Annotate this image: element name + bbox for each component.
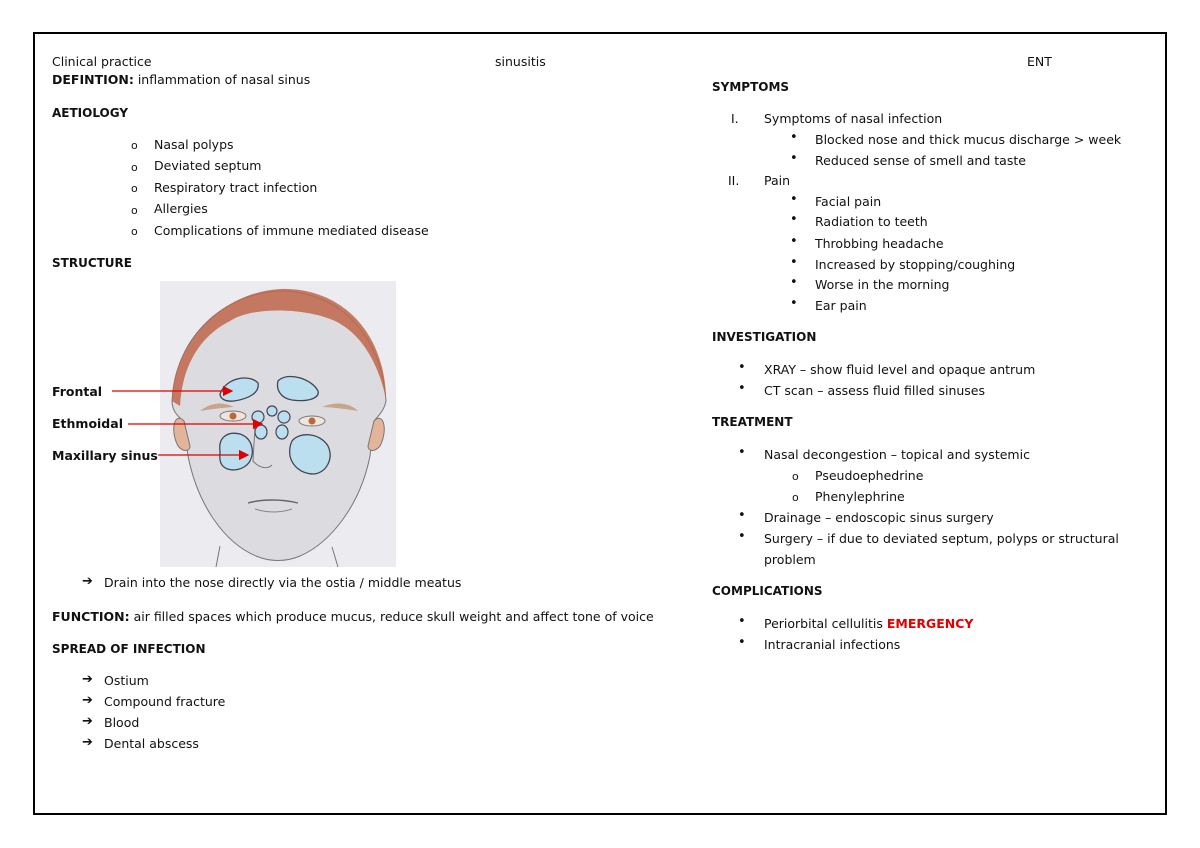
complication-text: Periorbital cellulitis	[764, 616, 887, 631]
list-marker: o	[792, 491, 799, 504]
list-item: Throbbing headache	[815, 236, 944, 251]
bullet-dot: •	[790, 130, 798, 145]
arrow-bullet-icon: ➔	[82, 672, 93, 687]
list-item: Blocked nose and thick mucus discharge > week	[815, 132, 1122, 147]
list-item: Worse in the morning	[815, 277, 950, 292]
function-text: air filled spaces which produce mucus, reduce skull weight and affect tone of voice	[129, 609, 654, 624]
bullet-dot: •	[738, 445, 746, 460]
list-marker: o	[131, 182, 138, 195]
symptom-group-title: Symptoms of nasal infection	[764, 111, 943, 126]
bullet-dot: •	[790, 275, 798, 290]
definition-label: DEFINTION:	[52, 72, 134, 87]
list-item: Complications of immune mediated disease	[154, 223, 429, 238]
list-item: Nasal decongestion – topical and systemic	[764, 447, 1030, 462]
list-item: Respiratory tract infection	[154, 180, 318, 195]
symptom-group-title: Pain	[764, 173, 791, 188]
list-item: Drainage – endoscopic sinus surgery	[764, 510, 994, 525]
list-marker: o	[131, 139, 138, 152]
list-item: XRAY – show fluid level and opaque antrum	[764, 362, 1036, 377]
arrow-bullet-icon: ➔	[82, 574, 93, 589]
list-item	[764, 616, 973, 631]
emergency-label: EMERGENCY	[886, 616, 974, 631]
symptoms-heading: SYMPTOMS	[712, 80, 790, 94]
list-marker: o	[131, 204, 138, 217]
definition-text: inflammation of nasal sinus	[133, 72, 311, 87]
label-maxillary: Maxillary sinus	[52, 448, 158, 463]
bullet-dot: •	[790, 151, 798, 166]
list-marker: o	[131, 225, 138, 238]
list-item: Deviated septum	[154, 158, 262, 173]
list-item: Ear pain	[815, 298, 867, 313]
list-item: Radiation to teeth	[815, 214, 928, 229]
bullet-dot: •	[790, 296, 798, 311]
complications-heading: COMPLICATIONS	[712, 584, 823, 598]
list-item: Surgery – if due to deviated septum, polyps or structural	[764, 531, 1119, 546]
sub-list-item: Pseudoephedrine	[815, 468, 924, 483]
header-right: ENT	[1027, 54, 1052, 69]
list-item: Intracranial infections	[764, 637, 901, 652]
bullet-dot: •	[790, 234, 798, 249]
function-label: FUNCTION:	[52, 609, 130, 624]
function-line	[52, 609, 654, 624]
drain-note: Drain into the nose directly via the ostia / middle meatus	[104, 575, 462, 590]
header-left: Clinical practice	[52, 54, 152, 69]
sub-list-item: Phenylephrine	[815, 489, 905, 504]
roman-numeral: I.	[731, 111, 739, 126]
structure-heading: STRUCTURE	[52, 256, 132, 270]
arrow-bullet-icon: ➔	[82, 735, 93, 750]
spread-heading: SPREAD OF INFECTION	[52, 642, 206, 656]
list-item: Ostium	[104, 673, 149, 688]
bullet-dot: •	[790, 212, 798, 227]
label-ethmoidal: Ethmoidal	[52, 416, 123, 431]
list-item: Allergies	[154, 201, 208, 216]
list-marker: o	[131, 161, 138, 174]
label-frontal: Frontal	[52, 384, 103, 399]
list-item: Increased by stopping/coughing	[815, 257, 1016, 272]
list-item: Dental abscess	[104, 736, 199, 751]
roman-numeral: II.	[728, 173, 740, 188]
treatment-heading: TREATMENT	[712, 415, 793, 429]
list-item: Facial pain	[815, 194, 882, 209]
aetiology-heading: AETIOLOGY	[52, 106, 129, 120]
list-marker: o	[792, 470, 799, 483]
list-item: Reduced sense of smell and taste	[815, 153, 1026, 168]
bullet-dot: •	[738, 360, 746, 375]
bullet-dot: •	[738, 614, 746, 629]
list-item-continuation: problem	[764, 552, 816, 567]
list-item: Blood	[104, 715, 140, 730]
bullet-dot: •	[738, 381, 746, 396]
investigation-heading: INVESTIGATION	[712, 330, 817, 344]
list-item: Compound fracture	[104, 694, 226, 709]
arrow-bullet-icon: ➔	[82, 714, 93, 729]
bullet-dot: •	[738, 635, 746, 650]
bullet-dot: •	[790, 255, 798, 270]
bullet-dot: •	[790, 192, 798, 207]
list-item: CT scan – assess fluid filled sinuses	[764, 383, 986, 398]
bullet-dot: •	[738, 508, 746, 523]
bullet-dot: •	[738, 529, 746, 544]
list-item: Nasal polyps	[154, 137, 234, 152]
arrow-bullet-icon: ➔	[82, 693, 93, 708]
header-title: sinusitis	[495, 54, 546, 69]
